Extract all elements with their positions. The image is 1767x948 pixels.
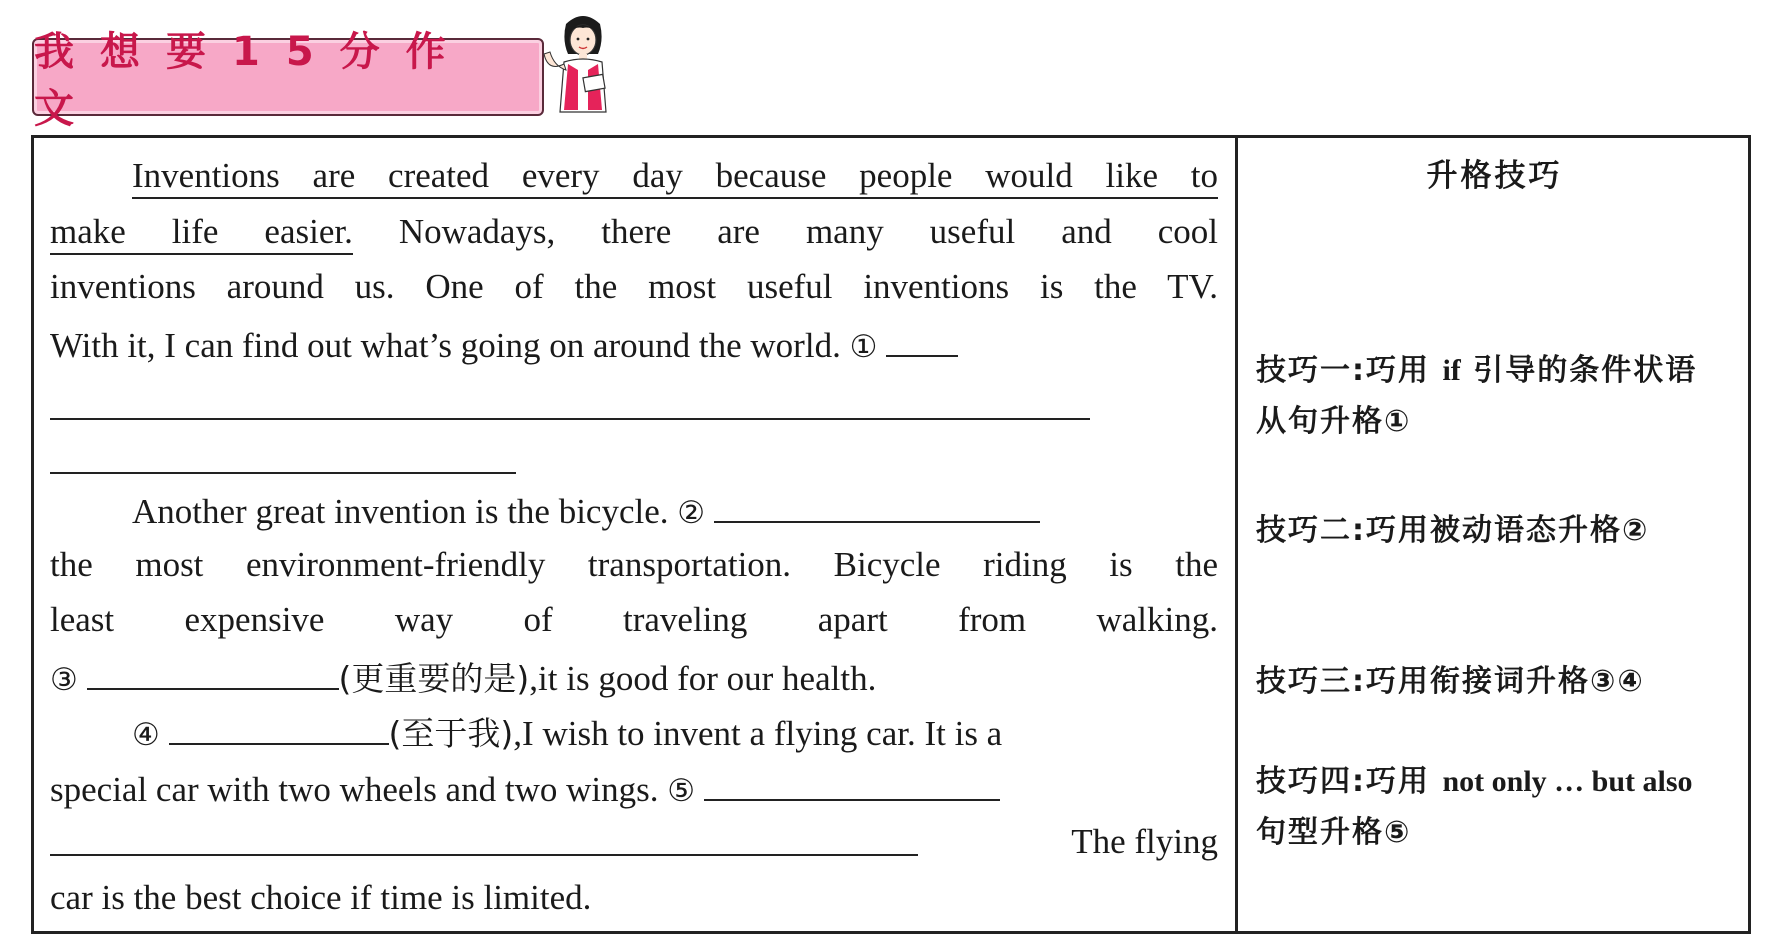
blank-1-end[interactable] (50, 472, 516, 474)
essay-text-segment: The flying (1071, 822, 1218, 861)
tip-2 (1256, 505, 1746, 556)
tip-4 (1256, 756, 1746, 858)
tip-3 (1256, 656, 1746, 707)
blank-2[interactable] (714, 481, 1040, 523)
essay-text-segment: ,it is good for our health. (529, 658, 877, 698)
essay-line-9 (50, 592, 1218, 648)
essay-line-3 (50, 259, 1218, 315)
tips-title: 升格技巧 (1426, 158, 1563, 194)
tip-2-text: 技巧二:巧用被动语态升格② (1256, 513, 1650, 548)
essay-text (50, 148, 1218, 925)
blank-5[interactable] (704, 759, 1000, 801)
page-title: 我想要15分作文 (34, 29, 472, 132)
essay-blank-line-2[interactable] (50, 426, 1218, 482)
tip-1 (1256, 345, 1746, 447)
essay-line-2 (50, 204, 1218, 260)
essay-text-segment: Another great invention is the bicycle. (132, 492, 669, 531)
blank-3[interactable] (87, 648, 339, 690)
hint-more-importantly: (更重要的是) (338, 658, 530, 698)
blank-number-3: ③ (50, 661, 78, 698)
essay-line-14 (50, 870, 1218, 926)
blank-1[interactable] (886, 315, 958, 357)
blank-4[interactable] (169, 703, 389, 745)
essay-line-13 (50, 814, 1218, 870)
essay-line-10 (50, 648, 1218, 704)
essay-text-segment: ,I wish to invent a flying car. It is a (513, 714, 1003, 753)
topic-sentence-underlined: Inventions are created every day because people would like to (132, 156, 1218, 199)
hint-as-for-me: (至于我) (388, 714, 514, 753)
header-banner (32, 29, 544, 132)
tip-3-text: 技巧三:巧用衔接词升格③④ (1256, 664, 1645, 699)
essay-text-segment: inventions around us. One of the most useful inventions is the TV. (50, 267, 1218, 306)
tip-1-text: 从句升格① (1256, 404, 1412, 439)
tip-1-keyword: if (1442, 354, 1461, 387)
essay-text-segment: car is the best choice if time is limited. (50, 877, 592, 917)
essay-text-segment: special car with two wheels and two wings. (50, 769, 659, 809)
tip-4-text: 句型升格⑤ (1256, 815, 1412, 850)
blank-number-5: ⑤ (667, 772, 696, 809)
topic-sentence-underlined-end: make life easier. (50, 212, 353, 255)
essay-line-12 (50, 759, 1218, 815)
tip-1-text: 技巧一:巧用 (1256, 353, 1443, 388)
essay-text-segment: Nowadays, there are many useful and cool (352, 211, 1218, 251)
essay-text-segment: the most environment-friendly transportation. Bicycle riding is the (50, 544, 1218, 584)
tip-4-text: 技巧四:巧用 (1256, 764, 1443, 799)
essay-text-segment: With it, I can find out what’s going on around the world. (50, 325, 841, 365)
blank-number-2: ② (677, 495, 706, 531)
essay-line-4 (50, 315, 1218, 371)
girl-illustration (538, 10, 628, 120)
column-divider (1235, 135, 1238, 934)
blank-5-continuation[interactable] (50, 814, 918, 856)
essay-line-7 (50, 481, 1218, 537)
essay-text-segment: least expensive way of traveling apart from walking. (50, 600, 1218, 639)
essay-line-1 (50, 148, 1218, 204)
blank-number-1: ① (849, 328, 878, 365)
tip-4-keyword: not only … but also (1442, 765, 1693, 798)
essay-line-11 (50, 703, 1218, 759)
essay-blank-line-1[interactable] (50, 370, 1218, 426)
blank-1-continuation[interactable] (50, 418, 1090, 420)
tip-1-text: 引导的条件状语 (1460, 353, 1698, 388)
essay-line-8 (50, 537, 1218, 593)
blank-number-4: ④ (132, 717, 160, 753)
